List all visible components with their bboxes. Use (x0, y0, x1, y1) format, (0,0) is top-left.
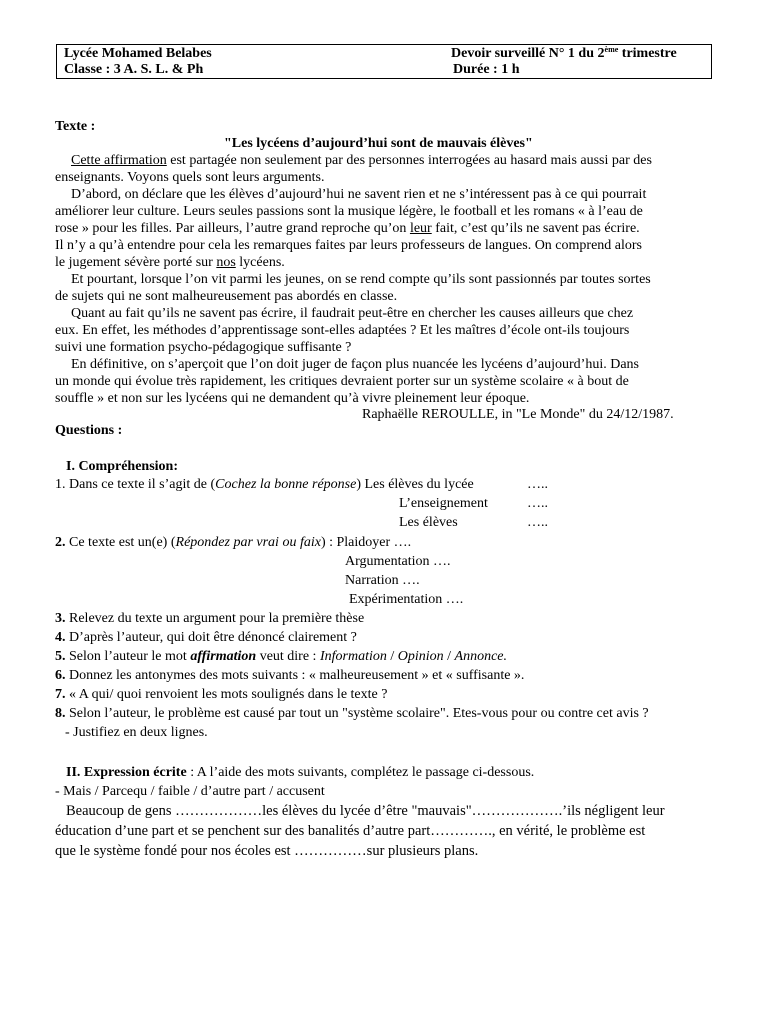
q1-option-2: L’enseignement (399, 496, 488, 511)
text-label: Texte : (55, 119, 96, 134)
q7-number: 7. (55, 687, 66, 702)
q5-choice-3: Annonce. (454, 649, 507, 664)
para-2-line-3 (55, 220, 640, 237)
para-4-line-3: suivi une formation psycho-pédagogique suffisante ? (55, 340, 352, 355)
para-3-line-1: Et pourtant, lorsque l’on vit parmi les jeunes, on se rend compte qu’ils sont passionnés par toutes sortes (71, 272, 651, 287)
question-8 (55, 705, 649, 722)
exam-title-sup: ème (604, 45, 619, 54)
q2-option-2: Argumentation …. (345, 554, 451, 569)
comprehension-title: I. Compréhension: (66, 459, 179, 474)
expression-title (66, 764, 534, 781)
question-1 (55, 476, 474, 493)
underlined-leur: leur (409, 221, 432, 236)
underlined-affirmation: Cette affirmation (71, 153, 167, 168)
q5-a: Selon l’auteur le mot (65, 649, 191, 664)
q2-instruction: Répondez par vrai ou faix (175, 535, 321, 550)
q1-instruction: Cochez la bonne réponse (215, 477, 357, 492)
expression-passage-line-1: Beaucoup de gens ………………les élèves du lycée d’être "mauvais"……………….’ils négligent leur (66, 803, 665, 819)
para-1-line-1 (71, 152, 652, 169)
q1-option-1-blank: ….. (527, 477, 548, 492)
para-3-line-2: de sujets qui ne sont malheureusement pas abordés en classe. (55, 289, 398, 304)
para-4-line-1: Quant au fait qu’ils ne savent pas écrire, il faudrait peut-être en chercher les causes ailleurs que chez (71, 306, 634, 321)
school-name: Lycée Mohamed Belabes (64, 46, 212, 61)
para-2-line-2: améliorer leur culture. Leurs seules passions sont la musique légère, le football et les romans « à l’eau de (55, 204, 643, 219)
question-3 (55, 610, 364, 627)
q8-number: 8. (55, 706, 66, 721)
q5-choice-1: Information (319, 649, 387, 664)
q2-b: ) : Plaidoyer …. (320, 535, 412, 550)
para-2-line-5-b: lycéens. (235, 255, 285, 270)
para-2-line-1: D’abord, on déclare que les élèves d’aujourd’hui ne savent rien et ne s’intéressent pas à ce qui pourrait (71, 187, 647, 202)
q8-text: Selon l’auteur, le problème est causé par tout un "système scolaire". Etes-vous pour ou contre cet avis ? (65, 706, 649, 721)
q5-sep-1: / (386, 649, 398, 664)
q1-option-2-blank: ….. (527, 496, 548, 511)
para-2-line-3-a: rose » pour les filles. Par ailleurs, l’autre grand reproche qu’on (55, 221, 410, 236)
q2-option-3: Narration …. (345, 573, 420, 588)
question-6 (55, 667, 524, 684)
q4-text: D’après l’auteur, qui doit être dénoncé clairement ? (65, 630, 357, 645)
exam-title-pre: Devoir surveillé N° 1 du 2 (451, 46, 605, 61)
q5-b: veut dire : (256, 649, 320, 664)
exam-header-box (56, 44, 712, 79)
q3-number: 3. (55, 611, 66, 626)
q6-text: Donnez les antonymes des mots suivants : « malheureusement » et « suffisante ». (65, 668, 525, 683)
exam-duration: Durée : 1 h (453, 62, 520, 77)
q5-sep-2: / (443, 649, 455, 664)
question-5 (55, 648, 507, 665)
q1-a: 1. Dans ce texte il s’agit de ( (55, 477, 216, 492)
q5-choice-2: Opinion (397, 649, 444, 664)
question-8-sub: - Justifiez en deux lignes. (65, 725, 208, 740)
para-2-line-3-b: fait, c’est qu’ils ne savent pas écrire. (431, 221, 640, 236)
expression-title-bold: II. Expression écrite (66, 765, 187, 780)
q6-number: 6. (55, 668, 66, 683)
q5-number: 5. (55, 649, 66, 664)
q1-option-3-blank: ….. (527, 515, 548, 530)
para-4-line-2: eux. En effet, les méthodes d’apprentissage sont-elles adaptées ? Et les maîtres d’école ont-ils toujours (55, 323, 630, 338)
question-2 (55, 534, 411, 551)
para-5-line-1: En définitive, on s’aperçoit que l’on doit juger de façon plus nuancée les lycéens d’aujourd’hui. Dans (71, 357, 639, 372)
expression-title-rest: : A l’aide des mots suivants, complétez le passage ci-dessous. (186, 765, 535, 780)
q7-text: « A qui/ quoi renvoient les mots soulignés dans le texte ? (65, 687, 388, 702)
q2-a: Ce texte est un(e) ( (65, 535, 176, 550)
exam-title (451, 46, 677, 62)
q2-number: 2. (55, 535, 66, 550)
q4-number: 4. (55, 630, 66, 645)
para-2-line-5 (55, 254, 285, 271)
para-2-line-5-a: le jugement sévère porté sur (55, 255, 217, 270)
questions-label: Questions : (55, 423, 123, 438)
para-5-line-3: souffle » et non sur les lycéens qui ne demandent qu’à vivre pleinement leur époque. (55, 391, 530, 406)
para-2-line-4: Il n’y a qu’à entendre pour cela les remarques faites par leurs professeurs de langues. On comprend alors (55, 238, 642, 253)
underlined-nos: nos (216, 255, 236, 270)
class-name: Classe : 3 A. S. L. & Ph (64, 62, 204, 77)
q1-option-3: Les élèves (399, 515, 458, 530)
text-title: "Les lycéens d’aujourd’hui sont de mauvais élèves" (224, 136, 533, 151)
question-7 (55, 686, 387, 703)
q5-word-affirmation: affirmation (190, 649, 257, 664)
question-4 (55, 629, 357, 646)
exam-title-post: trimestre (618, 46, 677, 61)
para-1-line-1-rest: est partagée non seulement par des personnes interrogées au hasard mais aussi par des (166, 153, 652, 168)
q1-b: ) Les élèves du lycée (356, 477, 474, 492)
expression-passage-line-2: éducation d’une part et se penchent sur des banalités d’autre part…………., en vérité, le problème est (55, 823, 646, 839)
expression-word-list: - Mais / Parcequ / faible / d’autre part / accusent (55, 784, 325, 799)
source-citation: Raphaëlle REROULLE, in "Le Monde" du 24/12/1987. (362, 407, 674, 422)
para-1-line-2: enseignants. Voyons quels sont leurs arguments. (55, 170, 325, 185)
expression-passage-line-3: que le système fondé pour nos écoles est ……………sur plusieurs plans. (55, 843, 479, 859)
para-5-line-2: un monde qui évolue très rapidement, les critiques devraient porter sur un système scolaire « à bout de (55, 374, 629, 389)
q2-option-4: Expérimentation …. (349, 592, 464, 607)
q3-text: Relevez du texte un argument pour la première thèse (65, 611, 365, 626)
